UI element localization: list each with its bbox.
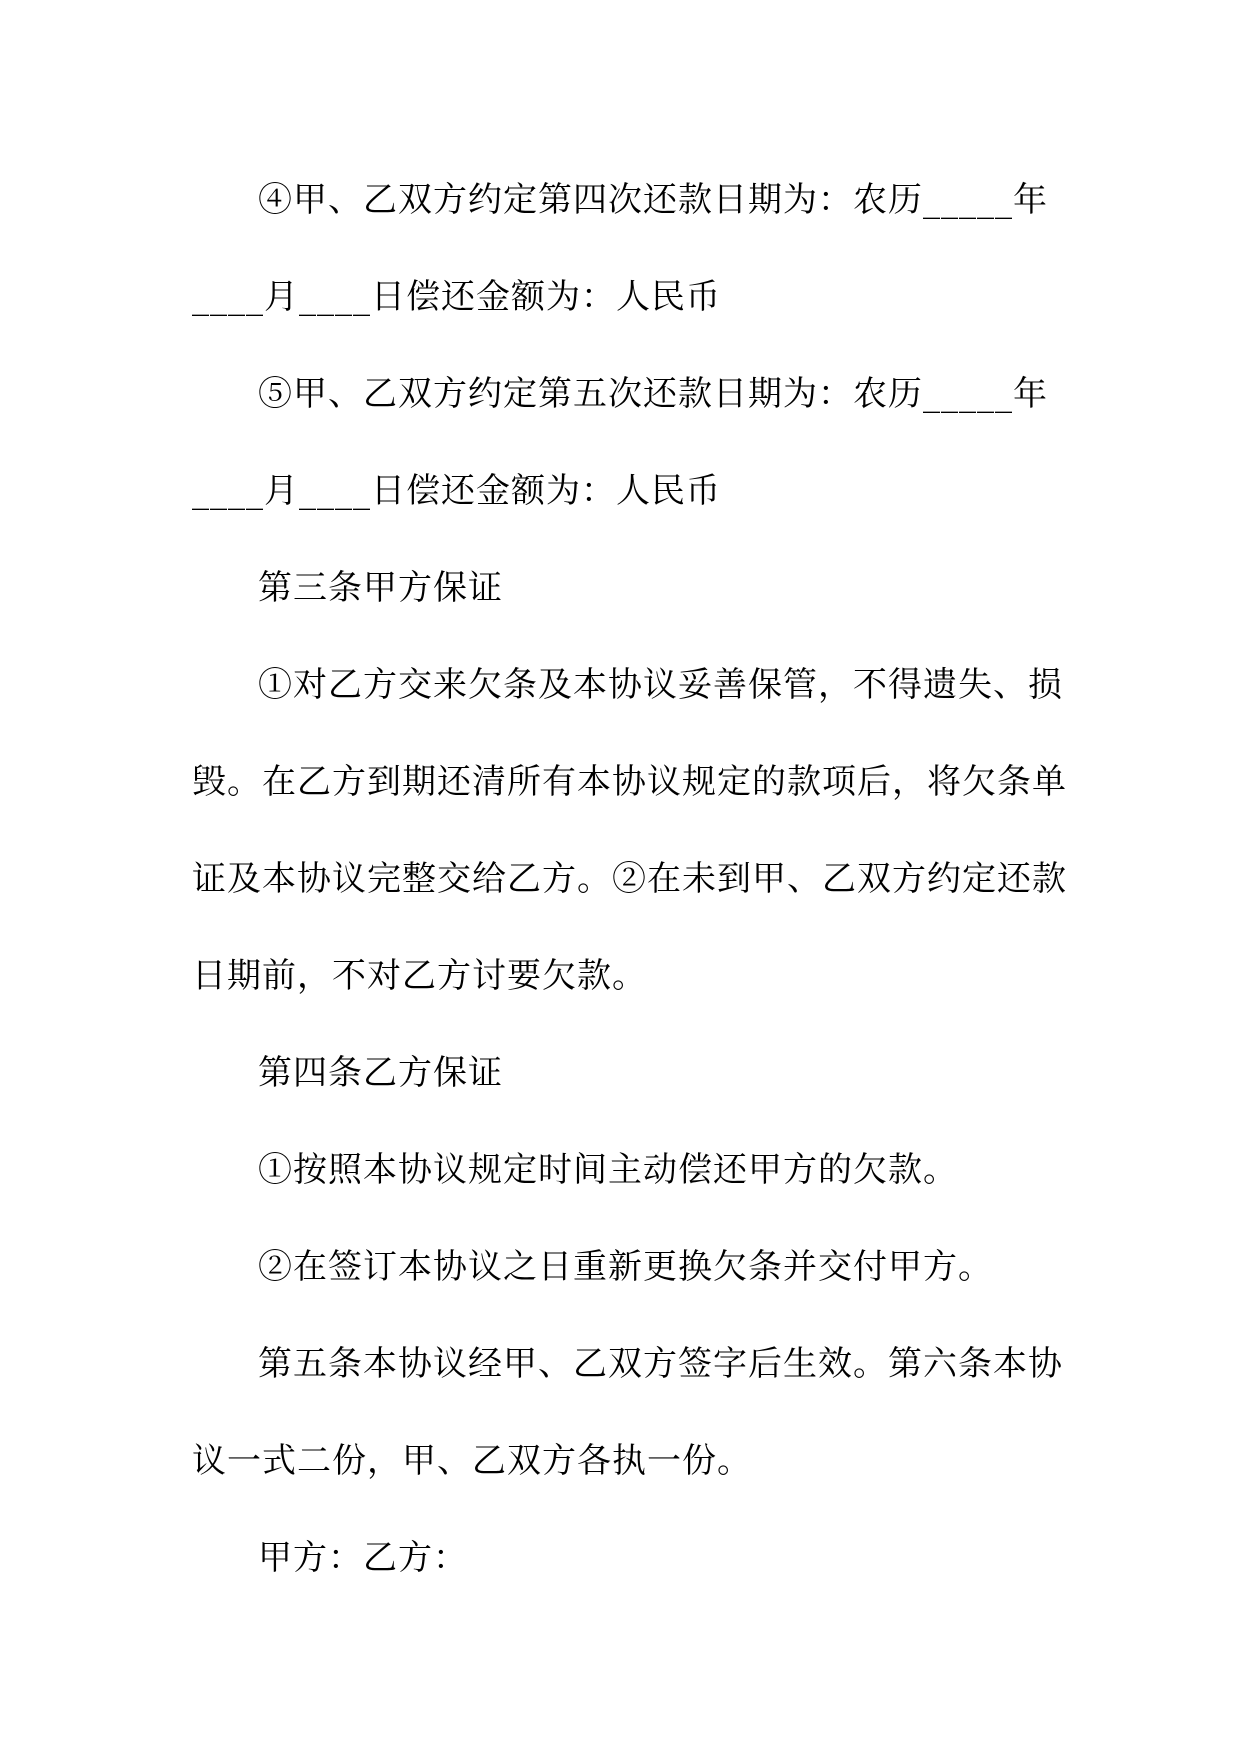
clause-2-item-4-line-2: ____月____日偿还金额为：人民币 [192,277,721,317]
clause-3-paragraph-line-2: 毁。在乙方到期还清所有本协议规定的款项后，将欠条单 [192,762,1067,802]
clause-4-heading: 第四条乙方保证 [258,1053,503,1093]
clause-5-6-paragraph-line-1: 第五条本协议经甲、乙双方签字后生效。第六条本协 [258,1344,1063,1384]
clause-3-paragraph-line-4: 日期前，不对乙方讨要欠款。 [192,956,647,996]
clause-4-item-2: ②在签订本协议之日重新更换欠条并交付甲方。 [258,1247,993,1287]
clause-3-heading: 第三条甲方保证 [258,568,503,608]
clause-2-item-5-line-1: ⑤甲、乙双方约定第五次还款日期为：农历_____年 [258,374,1048,414]
clause-2-item-4-line-1: ④甲、乙双方约定第四次还款日期为：农历_____年 [258,180,1048,220]
clause-3-paragraph-line-3: 证及本协议完整交给乙方。②在未到甲、乙双方约定还款 [192,859,1067,899]
clause-4-item-1: ①按照本协议规定时间主动偿还甲方的欠款。 [258,1150,958,1190]
signature-line: 甲方：乙方： [258,1538,468,1578]
clause-5-6-paragraph-line-2: 议一式二份，甲、乙双方各执一份。 [192,1441,752,1481]
clause-2-item-5-line-2: ____月____日偿还金额为：人民币 [192,471,721,511]
clause-3-paragraph-line-1: ①对乙方交来欠条及本协议妥善保管，不得遗失、损 [258,665,1063,705]
